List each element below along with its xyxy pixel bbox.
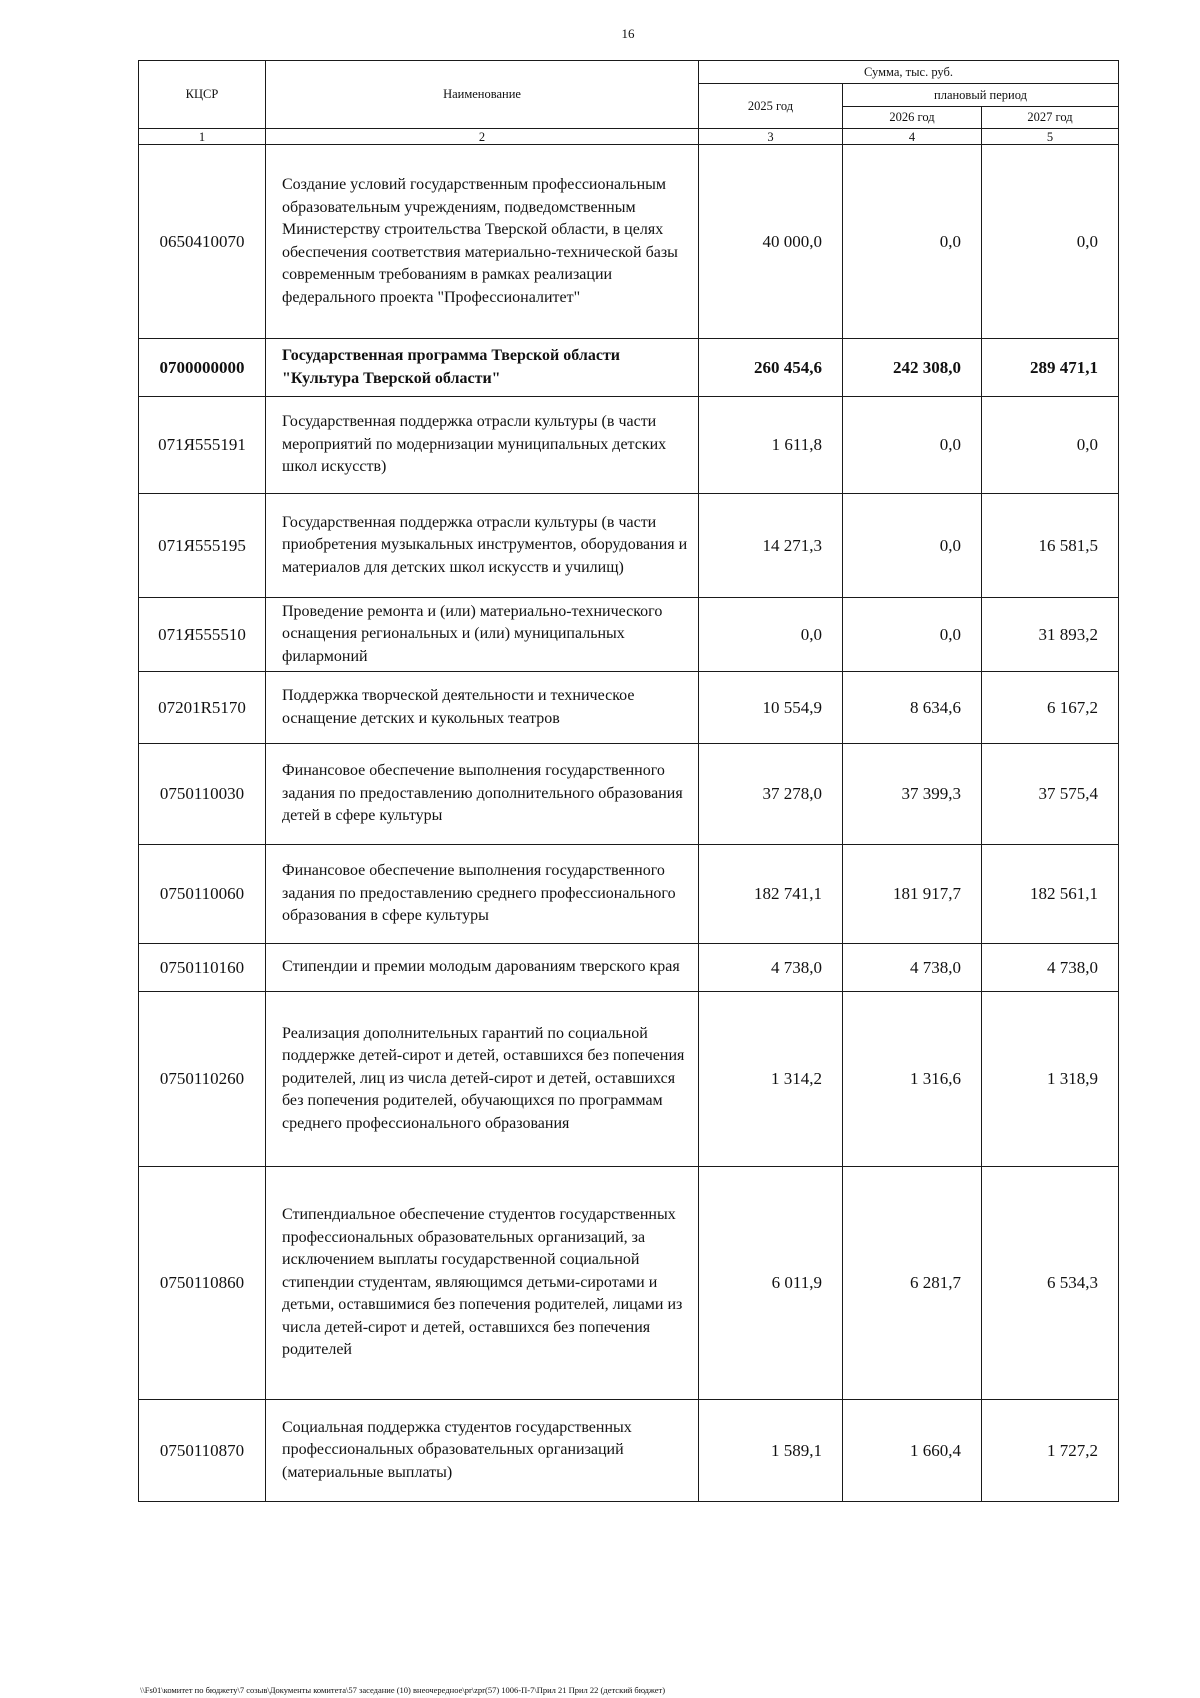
table-row [139, 598, 1119, 672]
row-value-2026: 0,0 [843, 494, 982, 598]
row-value-2026: 4 738,0 [843, 944, 982, 992]
row-value-2025: 6 011,9 [699, 1167, 843, 1400]
table-row [139, 744, 1119, 845]
table-row [139, 992, 1119, 1167]
table-row [139, 845, 1119, 944]
row-value-2025: 4 738,0 [699, 944, 843, 992]
row-code: 0750110870 [139, 1400, 266, 1502]
table-row [139, 494, 1119, 598]
row-code: 0700000000 [139, 339, 266, 397]
row-value-2027: 4 738,0 [982, 944, 1119, 992]
header-name: Наименование [266, 61, 699, 129]
row-name: Поддержка творческой деятельности и техническое оснащение детских и кукольных театров [266, 672, 699, 744]
row-code: 0750110160 [139, 944, 266, 992]
table-row [139, 1400, 1119, 1502]
row-value-2027: 1 727,2 [982, 1400, 1119, 1502]
header-sum: Сумма, тыс. руб. [699, 61, 1119, 84]
column-number-row [139, 129, 1119, 145]
row-value-2026: 0,0 [843, 145, 982, 339]
column-number: 1 [139, 129, 266, 145]
row-value-2026: 1 660,4 [843, 1400, 982, 1502]
header-2026: 2026 год [843, 107, 982, 129]
row-value-2027: 182 561,1 [982, 845, 1119, 944]
row-name: Государственная программа Тверской области "Культура Тверской области" [266, 339, 699, 397]
row-name: Реализация дополнительных гарантий по социальной поддержке детей-сирот и детей, оставшихся без попечения родителей, лиц из числа детей-сирот и детей, оставшихся без попечения родителей, обучающихся по программам среднего профессионального образования [266, 992, 699, 1167]
header-kcsr: КЦСР [139, 61, 266, 129]
row-name: Создание условий государственным профессиональным образовательным учреждениям, подведомственным Министерству строительства Тверской области, в целях обеспечения соответствия материально-технической базы современным требованиям в рамках реализации федерального проекта "Профессионалитет" [266, 145, 699, 339]
row-code: 071Я555195 [139, 494, 266, 598]
row-code: 071Я555191 [139, 397, 266, 494]
row-code: 071Я555510 [139, 598, 266, 672]
row-value-2027: 6 534,3 [982, 1167, 1119, 1400]
row-value-2026: 6 281,7 [843, 1167, 982, 1400]
table-row [139, 145, 1119, 339]
table-row [139, 1167, 1119, 1400]
row-value-2026: 0,0 [843, 397, 982, 494]
row-code: 0750110030 [139, 744, 266, 845]
row-code: 0750110860 [139, 1167, 266, 1400]
row-code: 07201R5170 [139, 672, 266, 744]
row-value-2027: 16 581,5 [982, 494, 1119, 598]
row-value-2027: 0,0 [982, 397, 1119, 494]
row-value-2026: 242 308,0 [843, 339, 982, 397]
row-name: Государственная поддержка отрасли культуры (в части мероприятий по модернизации муниципальных детских школ искусств) [266, 397, 699, 494]
row-value-2025: 1 314,2 [699, 992, 843, 1167]
row-name: Финансовое обеспечение выполнения государственного задания по предоставлению среднего профессионального образования в сфере культуры [266, 845, 699, 944]
row-name: Государственная поддержка отрасли культуры (в части приобретения музыкальных инструментов, оборудования и материалов для детских школ искусств и училищ) [266, 494, 699, 598]
row-value-2026: 37 399,3 [843, 744, 982, 845]
row-code: 0650410070 [139, 145, 266, 339]
row-code: 0750110260 [139, 992, 266, 1167]
row-value-2026: 0,0 [843, 598, 982, 672]
column-number: 5 [982, 129, 1119, 145]
table-row [139, 944, 1119, 992]
row-value-2025: 14 271,3 [699, 494, 843, 598]
row-value-2025: 182 741,1 [699, 845, 843, 944]
row-name: Финансовое обеспечение выполнения государственного задания по предоставлению дополнительного образования детей в сфере культуры [266, 744, 699, 845]
row-value-2025: 260 454,6 [699, 339, 843, 397]
row-value-2025: 40 000,0 [699, 145, 843, 339]
header-planning-period: плановый период [843, 84, 1119, 107]
row-value-2027: 0,0 [982, 145, 1119, 339]
row-value-2025: 1 611,8 [699, 397, 843, 494]
row-name: Стипендиальное обеспечение студентов государственных профессиональных образовательных организаций, за исключением выплаты государственной социальной стипендии студентам, являющимся детьми-сиротами и детьми, оставшимися без попечения родителей, лицами из числа детей-сирот и детей, оставшихся без попечения родителей [266, 1167, 699, 1400]
row-value-2025: 1 589,1 [699, 1400, 843, 1502]
budget-table [138, 60, 1119, 1502]
table-row-program [139, 339, 1119, 397]
row-value-2025: 10 554,9 [699, 672, 843, 744]
column-number: 3 [699, 129, 843, 145]
column-number: 4 [843, 129, 982, 145]
table-row [139, 397, 1119, 494]
row-value-2026: 1 316,6 [843, 992, 982, 1167]
row-name: Проведение ремонта и (или) материально-технического оснащения региональных и (или) муниципальных филармоний [266, 598, 699, 672]
table-row [139, 672, 1119, 744]
row-value-2026: 181 917,7 [843, 845, 982, 944]
row-value-2027: 6 167,2 [982, 672, 1119, 744]
row-value-2027: 1 318,9 [982, 992, 1119, 1167]
header-2027: 2027 год [982, 107, 1119, 129]
row-name: Социальная поддержка студентов государственных профессиональных образовательных организаций (материальные выплаты) [266, 1400, 699, 1502]
row-value-2027: 289 471,1 [982, 339, 1119, 397]
row-value-2025: 0,0 [699, 598, 843, 672]
file-path-footer: \\Fs01\комитет по бюджету\7 созыв\Документы комитета\57 заседание (10) внеочередное\pr\zpr(57) 1006-П-7\Прил 21 Прил 22 (детский бюджет) [140, 1685, 666, 1695]
row-value-2026: 8 634,6 [843, 672, 982, 744]
row-value-2025: 37 278,0 [699, 744, 843, 845]
row-value-2027: 37 575,4 [982, 744, 1119, 845]
page-number: 16 [621, 26, 635, 41]
header-2025: 2025 год [699, 84, 843, 129]
column-number: 2 [266, 129, 699, 145]
row-code: 0750110060 [139, 845, 266, 944]
row-value-2027: 31 893,2 [982, 598, 1119, 672]
row-name: Стипендии и премии молодым дарованиям тверского края [266, 944, 699, 992]
